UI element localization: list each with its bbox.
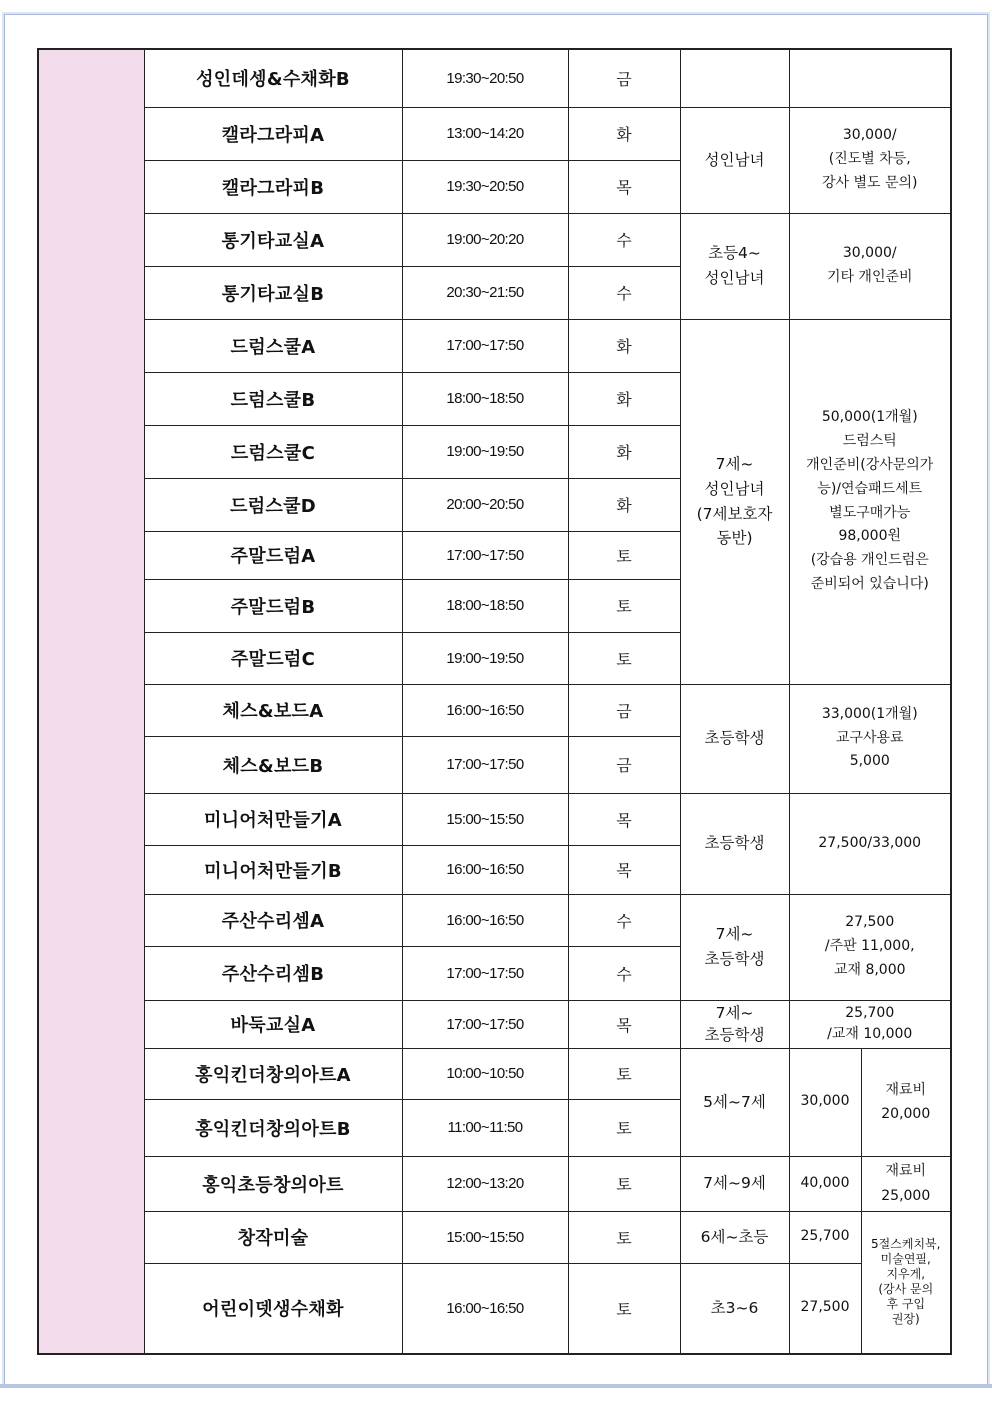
- class-target: 초등4~ 성인남녀: [680, 213, 789, 319]
- class-time: 17:00~17:50: [402, 1000, 568, 1048]
- class-time: 13:00~14:20: [402, 107, 568, 160]
- class-name: 캘라그라피B: [144, 160, 402, 213]
- class-name: 주산수리셈B: [144, 946, 402, 1000]
- class-day: 목: [568, 160, 680, 213]
- class-name: 통기타교실A: [144, 213, 402, 266]
- class-day: 토: [568, 1211, 680, 1263]
- class-time: 19:00~20:20: [402, 213, 568, 266]
- table-row: [38, 319, 951, 372]
- class-day: 목: [568, 1000, 680, 1048]
- class-name: 미니어처만들기A: [144, 793, 402, 845]
- class-day: 수: [568, 946, 680, 1000]
- class-target: 5세~7세: [680, 1048, 789, 1156]
- class-name: 어린이뎃생수채화: [144, 1263, 402, 1354]
- class-name: 드럼스쿨C: [144, 425, 402, 478]
- class-day: 금: [568, 736, 680, 793]
- class-name: 성인데셍&수채화B: [144, 49, 402, 107]
- class-name: 체스&보드A: [144, 684, 402, 736]
- class-name: 홍익킨더창의아트B: [144, 1099, 402, 1156]
- class-fee: 30,000: [789, 1048, 861, 1156]
- class-target: 6세~초등: [680, 1211, 789, 1263]
- class-fee: 50,000(1개월) 드럼스틱 개인준비(강사문의가 능)/연습패드세트 별도구매가능 98,000원 (강습용 개인드럼은 준비되어 있습니다): [789, 319, 951, 684]
- table-row: [38, 793, 951, 845]
- table-row: [38, 107, 951, 160]
- class-time: 18:00~18:50: [402, 579, 568, 632]
- class-day: 수: [568, 894, 680, 946]
- class-day: 토: [568, 579, 680, 632]
- class-fee: 33,000(1개월) 교구사용료 5,000: [789, 684, 951, 793]
- class-target: 7세~ 성인남녀 (7세보호자 동반): [680, 319, 789, 684]
- class-day: 화: [568, 372, 680, 425]
- table-row: [38, 684, 951, 736]
- class-name: 드럼스쿨D: [144, 478, 402, 531]
- class-time: 15:00~15:50: [402, 1211, 568, 1263]
- class-name: 통기타교실B: [144, 266, 402, 319]
- class-name: 홍익초등창의아트: [144, 1156, 402, 1211]
- material-fee: 재료비 25,000: [861, 1156, 951, 1211]
- class-fee: 27,500 /주판 11,000, 교재 8,000: [789, 894, 951, 1000]
- class-time: 19:00~19:50: [402, 632, 568, 684]
- class-target: 초등학생: [680, 793, 789, 894]
- class-name: 주말드럼A: [144, 531, 402, 579]
- class-fee: 25,700 /교재 10,000: [789, 1000, 951, 1048]
- class-name: 드럼스쿨A: [144, 319, 402, 372]
- table-row: [38, 49, 951, 107]
- class-day: 화: [568, 425, 680, 478]
- class-day: 토: [568, 1156, 680, 1211]
- target-cell-empty: [680, 49, 789, 107]
- class-day: 토: [568, 531, 680, 579]
- class-day: 금: [568, 49, 680, 107]
- class-time: 20:00~20:50: [402, 478, 568, 531]
- class-day: 토: [568, 1048, 680, 1099]
- class-time: 17:00~17:50: [402, 531, 568, 579]
- class-day: 토: [568, 632, 680, 684]
- class-name: 미니어처만들기B: [144, 845, 402, 894]
- class-time: 20:30~21:50: [402, 266, 568, 319]
- table-row: [38, 1156, 951, 1211]
- class-name: 드럼스쿨B: [144, 372, 402, 425]
- class-target: 7세~ 초등학생: [680, 1000, 789, 1048]
- fee-cell-empty: [789, 49, 951, 107]
- class-target: 성인남녀: [680, 107, 789, 213]
- class-target: 7세~9세: [680, 1156, 789, 1211]
- class-name: 주말드럼B: [144, 579, 402, 632]
- class-fee: 40,000: [789, 1156, 861, 1211]
- class-day: 토: [568, 1263, 680, 1354]
- class-fee: 30,000/ (진도별 차등, 강사 별도 문의): [789, 107, 951, 213]
- class-fee: 25,700: [789, 1211, 861, 1263]
- class-time: 18:00~18:50: [402, 372, 568, 425]
- class-name: 창작미술: [144, 1211, 402, 1263]
- class-time: 12:00~13:20: [402, 1156, 568, 1211]
- class-name: 주말드럼C: [144, 632, 402, 684]
- table-row: [38, 1048, 951, 1099]
- class-day: 화: [568, 107, 680, 160]
- class-name: 바둑교실A: [144, 1000, 402, 1048]
- class-fee: 27,500/33,000: [789, 793, 951, 894]
- class-day: 수: [568, 266, 680, 319]
- class-schedule-table: [37, 48, 952, 1355]
- page-bottom-border: [0, 1384, 992, 1388]
- class-day: 수: [568, 213, 680, 266]
- class-day: 화: [568, 478, 680, 531]
- table-row: [38, 1211, 951, 1263]
- class-time: 16:00~16:50: [402, 894, 568, 946]
- class-time: 17:00~17:50: [402, 946, 568, 1000]
- class-day: 화: [568, 319, 680, 372]
- class-time: 19:30~20:50: [402, 49, 568, 107]
- category-side-cell: [38, 49, 144, 1354]
- class-day: 목: [568, 845, 680, 894]
- class-time: 15:00~15:50: [402, 793, 568, 845]
- class-target: 7세~ 초등학생: [680, 894, 789, 1000]
- class-target: 초3~6: [680, 1263, 789, 1354]
- class-target: 초등학생: [680, 684, 789, 793]
- class-time: 16:00~16:50: [402, 845, 568, 894]
- class-time: 19:00~19:50: [402, 425, 568, 478]
- class-name: 캘라그라피A: [144, 107, 402, 160]
- class-fee: 27,500: [789, 1263, 861, 1354]
- class-time: 16:00~16:50: [402, 1263, 568, 1354]
- class-time: 17:00~17:50: [402, 319, 568, 372]
- table-row: [38, 213, 951, 266]
- class-name: 주산수리셈A: [144, 894, 402, 946]
- class-time: 17:00~17:50: [402, 736, 568, 793]
- class-name: 체스&보드B: [144, 736, 402, 793]
- class-time: 10:00~10:50: [402, 1048, 568, 1099]
- material-fee: 재료비 20,000: [861, 1048, 951, 1156]
- class-fee: 30,000/ 기타 개인준비: [789, 213, 951, 319]
- table-row: [38, 1263, 951, 1354]
- class-name: 홍익킨더창의아트A: [144, 1048, 402, 1099]
- table-row: [38, 894, 951, 946]
- class-time: 11:00~11:50: [402, 1099, 568, 1156]
- class-time: 19:30~20:50: [402, 160, 568, 213]
- class-time: 16:00~16:50: [402, 684, 568, 736]
- class-day: 금: [568, 684, 680, 736]
- class-day: 토: [568, 1099, 680, 1156]
- table-row: [38, 1000, 951, 1048]
- art-material-note: 5절스케치북, 미술연필, 지우게, (강사 문의 후 구입 권장): [861, 1211, 951, 1354]
- class-day: 목: [568, 793, 680, 845]
